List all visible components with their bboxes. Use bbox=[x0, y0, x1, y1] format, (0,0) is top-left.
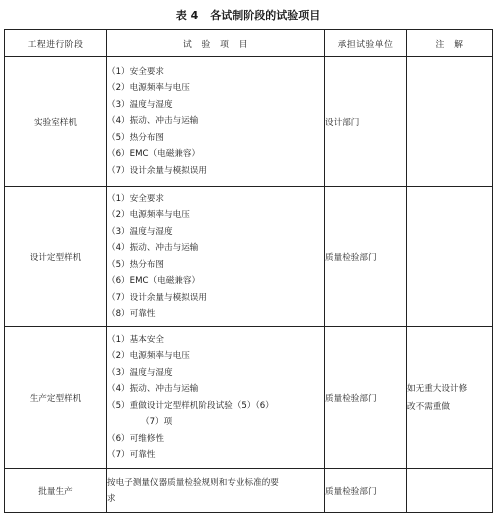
header-items: 试 验 项 目 bbox=[107, 30, 325, 57]
list-item: （3）温度与湿度 bbox=[107, 367, 173, 378]
header-note: 注 解 bbox=[407, 30, 493, 57]
list-item: （1）安全要求 bbox=[107, 66, 165, 77]
list-item-continuation: （7）项 bbox=[141, 417, 173, 427]
table-row bbox=[5, 57, 493, 187]
note-cell bbox=[407, 57, 493, 187]
unit-cell: 设计部门 bbox=[325, 57, 407, 187]
list-item: （6）EMC（电磁兼容） bbox=[107, 276, 201, 286]
note-cell bbox=[407, 327, 493, 469]
table-title bbox=[0, 7, 496, 23]
list-item: （2）电源频率与电压 bbox=[107, 210, 190, 220]
unit-cell: 质量检验部门 bbox=[325, 187, 407, 327]
list-item: （4）振动、冲击与运输 bbox=[107, 116, 199, 127]
header-row bbox=[5, 30, 493, 57]
list-item: （7）设计余量与模拟误用 bbox=[107, 292, 207, 303]
table-caption: 各试制阶段的试验项目 bbox=[210, 9, 321, 22]
list-item: （6）EMC（电磁兼容） bbox=[107, 149, 201, 160]
list-item bbox=[107, 414, 324, 431]
list-item: （5）热分布图 bbox=[107, 259, 165, 270]
test-items-table bbox=[4, 29, 493, 513]
stage-cell: 生产定型样机 bbox=[5, 327, 107, 469]
items-cell bbox=[107, 57, 325, 187]
batch-text-line: 求 bbox=[107, 493, 116, 504]
note-line: 如无重大设计修 bbox=[407, 383, 468, 394]
header-stage: 工程进行阶段 bbox=[5, 30, 107, 57]
list-item: （1）基本安全 bbox=[107, 334, 165, 345]
items-cell bbox=[107, 469, 325, 513]
list-item: （8）可靠性 bbox=[107, 309, 156, 319]
stage-cell: 实验室样机 bbox=[5, 57, 107, 187]
list-item: （3）温度与湿度 bbox=[107, 99, 173, 110]
note-line: 改不需重做 bbox=[407, 401, 450, 412]
note-cell bbox=[407, 187, 493, 327]
list-item: （7）可靠性 bbox=[107, 450, 156, 460]
list-item: （7）设计余量与模拟误用 bbox=[107, 165, 207, 176]
stage-cell: 批量生产 bbox=[5, 469, 107, 513]
list-item: （4）振动、冲击与运输 bbox=[107, 243, 199, 253]
list-item: （1）安全要求 bbox=[107, 193, 165, 204]
list-item: （6）可维修性 bbox=[107, 433, 165, 444]
batch-text-line: 按电子测量仪器质量检验规则和专业标准的要 bbox=[107, 477, 279, 488]
stage-cell: 设计定型样机 bbox=[5, 187, 107, 327]
unit-cell: 质量检验部门 bbox=[325, 327, 407, 469]
unit-cell: 质量检验部门 bbox=[325, 469, 407, 513]
note-cell bbox=[407, 469, 493, 513]
items-cell bbox=[107, 187, 325, 327]
list-item: （5）热分布图 bbox=[107, 132, 165, 143]
header-unit: 承担试验单位 bbox=[325, 30, 407, 57]
list-item: （2）电源频率与电压 bbox=[107, 351, 190, 361]
table-row bbox=[5, 327, 493, 469]
table-number: 表 4 bbox=[175, 9, 199, 22]
list-item: （5）重做设计定型样机阶段试验（5）（6） bbox=[107, 400, 274, 411]
list-item: （3）温度与湿度 bbox=[107, 226, 173, 237]
table-row bbox=[5, 187, 493, 327]
list-item: （4）振动、冲击与运输 bbox=[107, 384, 199, 394]
items-cell bbox=[107, 327, 325, 469]
table-row bbox=[5, 469, 493, 513]
list-item: （2）电源频率与电压 bbox=[107, 83, 190, 94]
